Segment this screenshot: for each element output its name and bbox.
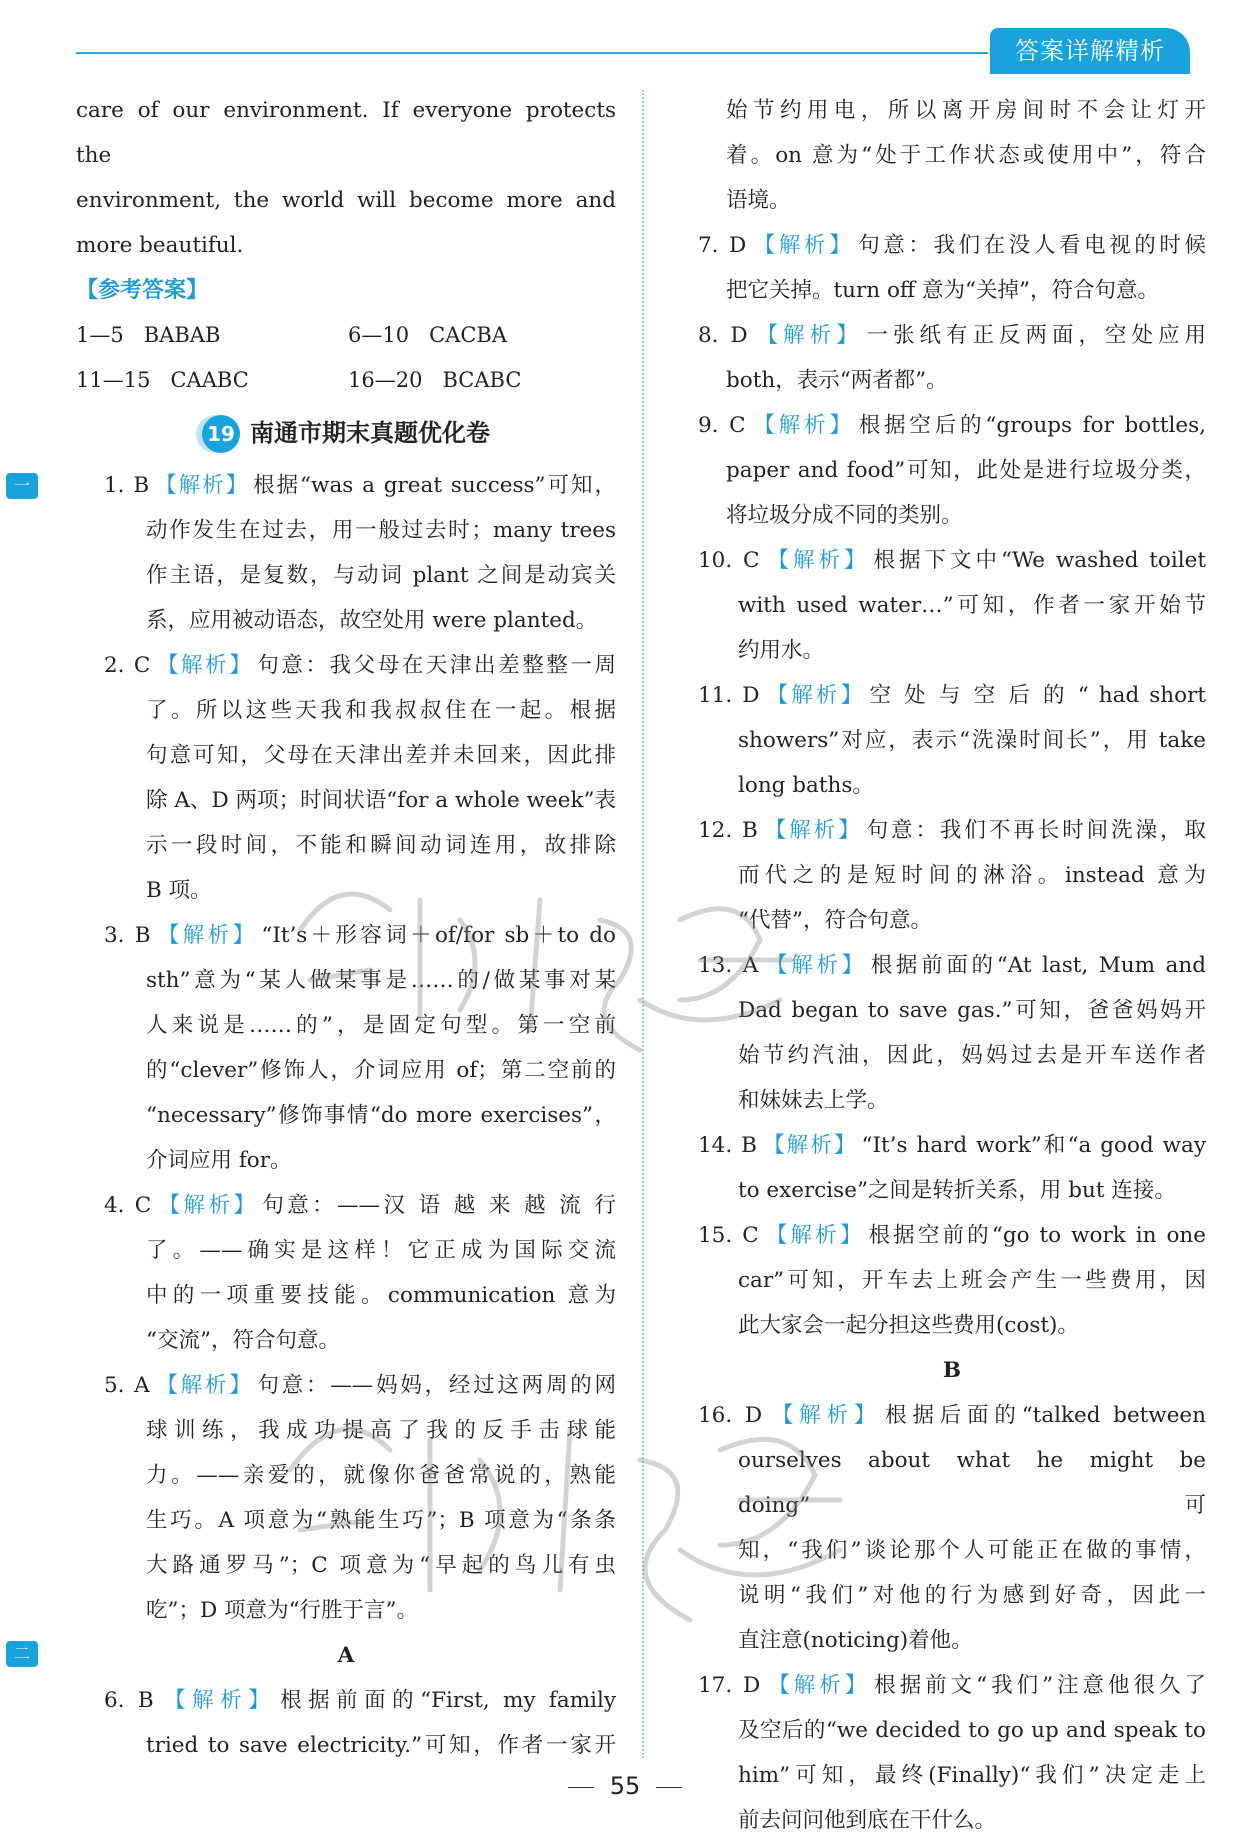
explanation-item: 17. D 【解析】 根据前文“我们”注意他很久了 及空后的“we decided to go up and speak to him”可知，最终(Finally)“我们”决定走上 前去问问他到底在干什么。	[698, 1673, 1206, 1833]
explanation-item: 6. B 【解析】 根据前面的“First, my family tried to save electricity.”可知，作者一家开	[104, 1688, 616, 1758]
left-column	[13, 88, 616, 1768]
explanation-item: 13. A 【解析】 根据前面的“At last, Mum and Dad began to save gas.”可知，爸爸妈妈开 始节约汽油，因此，妈妈过去是开车送作者 和妹妹去上学。	[698, 953, 1206, 1113]
answer-pair: 6—10 CACBA	[348, 323, 508, 347]
section-heading	[76, 403, 616, 463]
page-number-dash	[568, 1787, 594, 1788]
explanation-item: 7. D 【解析】 句意：我们在没人看电视的时候 把它关掉。turn off 意为“关掉”，符合句意。	[698, 233, 1206, 303]
passage-letter: B	[942, 1358, 962, 1383]
continued-line: 始节约用电，所以离开房间时不会让灯开	[726, 98, 1206, 123]
continued-line: 语境。	[726, 188, 791, 213]
passage-letter: A	[337, 1643, 355, 1668]
answer-pair: 16—20 BCABC	[348, 368, 522, 392]
answer-pair: 11—15 CAABC	[76, 368, 249, 392]
explanation-item: 14. B 【解析】 “It’s hard work”和“a good way to exercise”之间是转折关系，用 but 连接。	[698, 1133, 1206, 1203]
part-one-marker: 一	[6, 473, 38, 499]
answer-row	[76, 358, 616, 403]
answer-row	[76, 313, 616, 358]
explanation-item: 12. B 【解析】 句意：我们不再长时间洗澡，取 而代之的是短时间的淋浴。instead 意为 “代替”，符合句意。	[698, 818, 1206, 933]
intro-line: more beautiful.	[76, 233, 244, 258]
section-title: 南通市期末真题优化卷	[250, 419, 490, 447]
explanation-item: 9. C 【解析】 根据空后的“groups for bottles, paper and food”可知，此处是进行垃圾分类， 将垃圾分成不同的类别。	[698, 413, 1206, 528]
explanation-item: 2. C 【解析】 句意：我父母在天津出差整整一周 了。所以这些天我和我叔叔住在一起。根据 句意可知，父母在天津出差并未回来，因此排 除 A、D 两项；时间状语“for a whole week”表 示一段时间，不能和瞬间动词连用，故排除 B 项。	[104, 653, 616, 903]
explanation-item: 5. A 【解析】 句意：——妈妈，经过这两周的网 球训练，我成功提高了我的反手击球能 力。——亲爱的，就像你爸爸常说的，熟能 生巧。A 项意为“熟能生巧”；B 项意为“条条 大路通罗马”；C 项意为“早起的鸟儿有虫 吃”；D 项意为“行胜于言”。	[104, 1373, 616, 1623]
header-rule	[76, 52, 988, 54]
header-tab: 答案详解精析	[990, 28, 1190, 74]
continued-line: 着。on 意为“处于工作状态或使用中”，符合	[726, 143, 1206, 168]
part-two-heading	[13, 1633, 616, 1678]
explanation-item: 一 1. B 【解析】 根据“was a great success”可知， 动作发生在过去，用一般过去时；many trees 作主语，是复数，与动词 plant 之间是动宾关 系，应用被动语态，故空处用 were planted。	[76, 463, 616, 643]
explanation-item: 10. C 【解析】 根据下文中“We washed toilet with used water…”可知，作者一家开始节 约用水。	[698, 548, 1206, 663]
section-number-badge: 19	[202, 415, 240, 453]
answer-pair: 1—5 BABAB	[76, 323, 221, 347]
explanation-item: 15. C 【解析】 根据空前的“go to work in one car”可知，开车去上班会产生一些费用，因 此大家会一起分担这些费用(cost)。	[698, 1223, 1206, 1338]
explanation-item: 8. D 【解析】 一张纸有正反两面，空处应用 both，表示“两者都”。	[698, 323, 1206, 393]
page-number: 55	[0, 1772, 1250, 1800]
right-column	[698, 88, 1206, 1843]
intro-line: environment, the world will become more and	[76, 188, 616, 213]
explanation-item: 11. D 【解析】 空 处 与 空 后 的 “ had short showers”对应，表示“洗澡时间长”，用 take long baths。	[698, 683, 1206, 798]
explanation-item: 16. D 【解析】 根据后面的“talked between ourselves about what he might be doing”可 知，“我们”谈论那个人可能正在做的事情， 说明“我们”对他的行为感到好奇，因此一 直注意(noticing)着他。	[698, 1403, 1206, 1653]
reference-answer-title: 【参考答案】	[76, 278, 209, 303]
explanation-item: 4. C 【解析】 句意：——汉 语 越 来 越 流 行 了。——确实是这样！它正成为国际交流 中的一项重要技能。communication 意为 “交流”，符合句意。	[104, 1193, 616, 1353]
part-two-marker: 二	[6, 1641, 38, 1667]
column-divider	[642, 90, 644, 1758]
page-number-dash	[656, 1787, 682, 1788]
intro-line: care of our environment. If everyone protects the	[76, 98, 616, 168]
explanation-item: 3. B 【解析】 “It’s＋形容词＋of/for sb＋to do sth”意为“某人做某事是……的/做某事对某 人来说是……的”，是固定句型。第一空前 的“clever”修饰人，介词应用 of；第二空前的 “necessary”修饰事情“do more exercises”， 介词应用 for。	[104, 923, 616, 1173]
